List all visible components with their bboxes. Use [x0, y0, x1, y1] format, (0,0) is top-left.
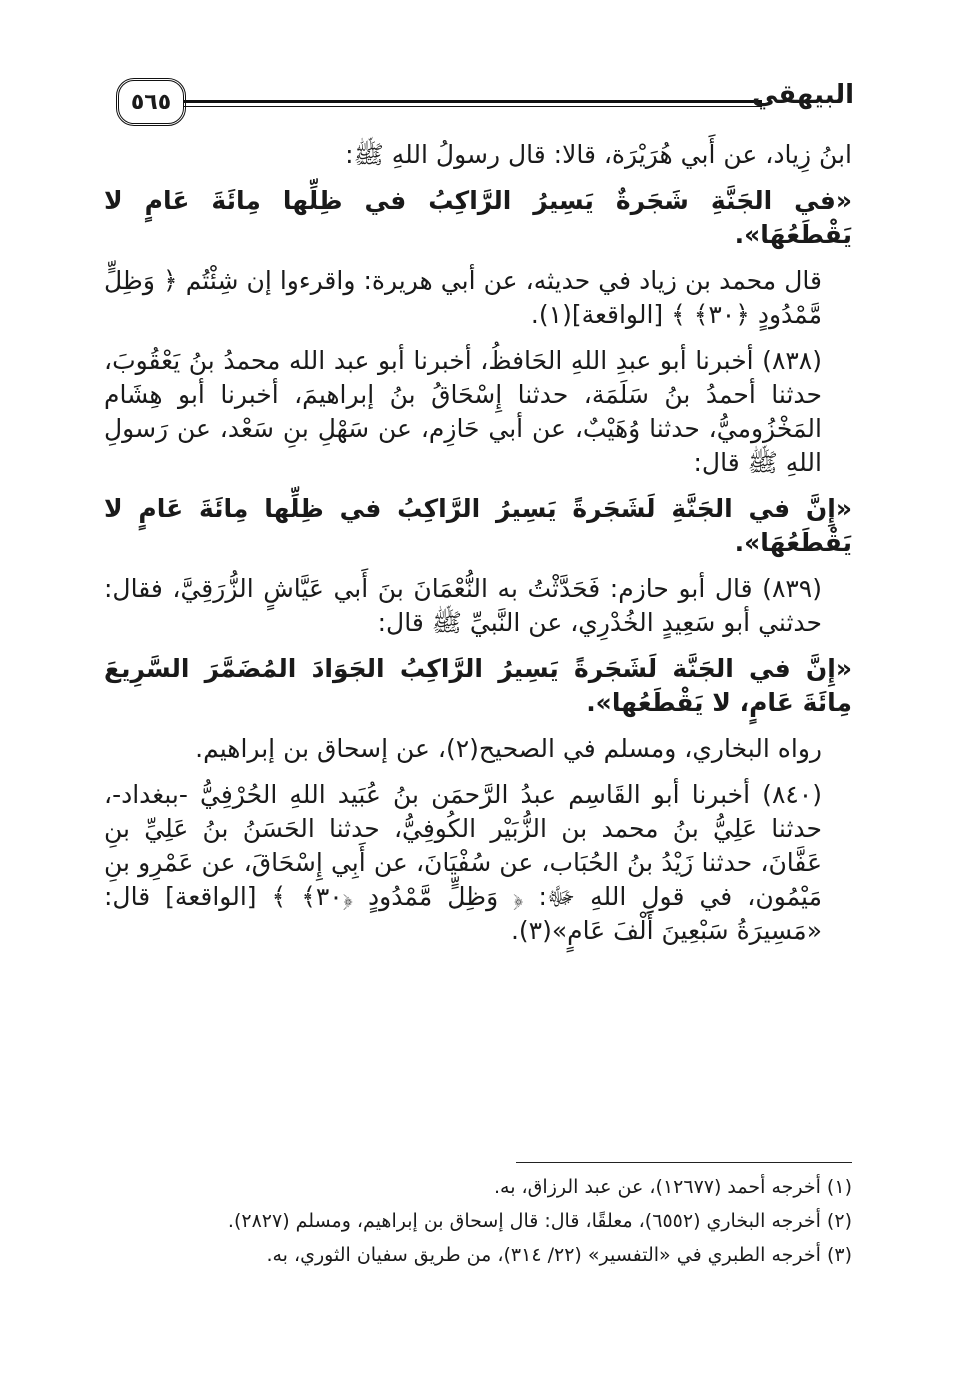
hadith-text: «إِنَّ في الجَنَّة لَشَجَرةً يَسِيرُ الرَّاكِبُ الجَوَادَ المُضَمَّرَ السَّرِيعَ مِائَةَ عَامٍ، لا يَقْطَعُها».: [104, 654, 852, 717]
hadith-840-isnad: (٨٤٠) أخبرنا أبو القَاسِم عبدُ الرَّحمَن بنُ عُبَيد اللهِ الحُرْفِيُّ -ببغداد-، حدثنا عَلِيُّ بنُ محمد بن الزُّبَيْر الكُوفِيُّ، حدثنا الحَسَنُ بنُ عَلِيِّ بنِ عَفَّانَ، حدثنا زَيْدُ بنُ الحُبَاب، عن سُفْيَانَ، عن أَبِي إِسْحَاقَ، عن عَمْرِو بنِ مَيْمُون، في قولِ اللهِ ﷻ: ﴿ وَظِلٍّ مَّمْدُودٍ ﴿٣٠﴾ ﴾ [الواقعة] قال: «مَسِيرَةُ سَبْعِينَ أَلْفَ عَامٍ»(٣).: [104, 780, 822, 945]
page-number: ٥٦٥: [130, 89, 172, 115]
page-header: [110, 78, 854, 126]
main-text: [104, 138, 852, 960]
hadith-839-isnad: (٨٣٩) قال أبو حازم: فَحَدَّثْتُ به النُّعْمَانَ بنَ أَبي عَيَّاشٍ الزُّرَقِيَّ، فقال: حدثني أبو سَعِيدٍ الخُدْرِي، عن النَّبيِّ ﷺ قال:: [104, 574, 822, 637]
footnote-3: (٣) أخرجه الطبري في «التفسير» (٢٢/ ٣١٤)، من طريق سفيان الثوري، به.: [266, 1244, 852, 1266]
page-number-frame: [116, 78, 186, 126]
header-rule: [184, 100, 762, 103]
running-title: البيهقي: [751, 80, 854, 110]
hadith-text: «في الجَنَّةِ شَجَرةٌ يَسِيرُ الرَّاكِبُ في ظِلِّها مِائَةَ عَامٍ لا يَقْطَعُهَا».: [104, 186, 852, 249]
hadith-text: «إِنَّ في الجَنَّةِ لَشَجَرةً يَسِيرُ الرَّاكِبُ في ظِلِّها مِائَةَ عَامٍ لا يَقْطَعُهَا».: [104, 494, 852, 557]
paragraph: قال محمد بن زياد في حديثه، عن أبي هريرة: واقرءوا إن شِئْتُم ﴿ وَظِلٍّ مَّمْدُودٍ ﴿٣٠﴾ ﴾ [الواقعة](١).: [104, 266, 822, 329]
paragraph: ابنُ زِياد، عن أَبي هُرَيْرَة، قالا: قال رسولُ اللهِ ﷺ:: [345, 140, 852, 169]
header-rule-thin: [184, 106, 762, 107]
footnote-separator: [516, 1162, 852, 1163]
footnotes: [104, 1172, 852, 1274]
paragraph: رواه البخاري، ومسلم في الصحيح(٢)، عن إسحاق بن إبراهيم.: [195, 734, 822, 763]
hadith-838-isnad: (٨٣٨) أخبرنا أبو عبدِ اللهِ الحَافظُ، أخبرنا أبو عبد الله محمدُ بنُ يَعْقُوبَ، حدثنا أحمدُ بنُ سَلَمَة، حدثنا إِسْحَاقُ بنُ إبراهيمَ، أخبرنا أبو هِشَام المَخْزُوميُّ، حدثنا وُهَيْبٌ، عن أبي حَازِم، عن سَهْلِ بنِ سَعْد، عن رَسولِ اللهِ ﷺ قال:: [104, 346, 822, 477]
footnote-2: (٢) أخرجه البخاري (٦٥٥٢)، معلقًا، قال: قال إسحاق بن إبراهيم، ومسلم (٢٨٢٧).: [227, 1210, 852, 1232]
footnote-1: (١) أخرجه أحمد (١٢٦٧٧)، عن عبد الرزاق، به.: [494, 1176, 852, 1198]
